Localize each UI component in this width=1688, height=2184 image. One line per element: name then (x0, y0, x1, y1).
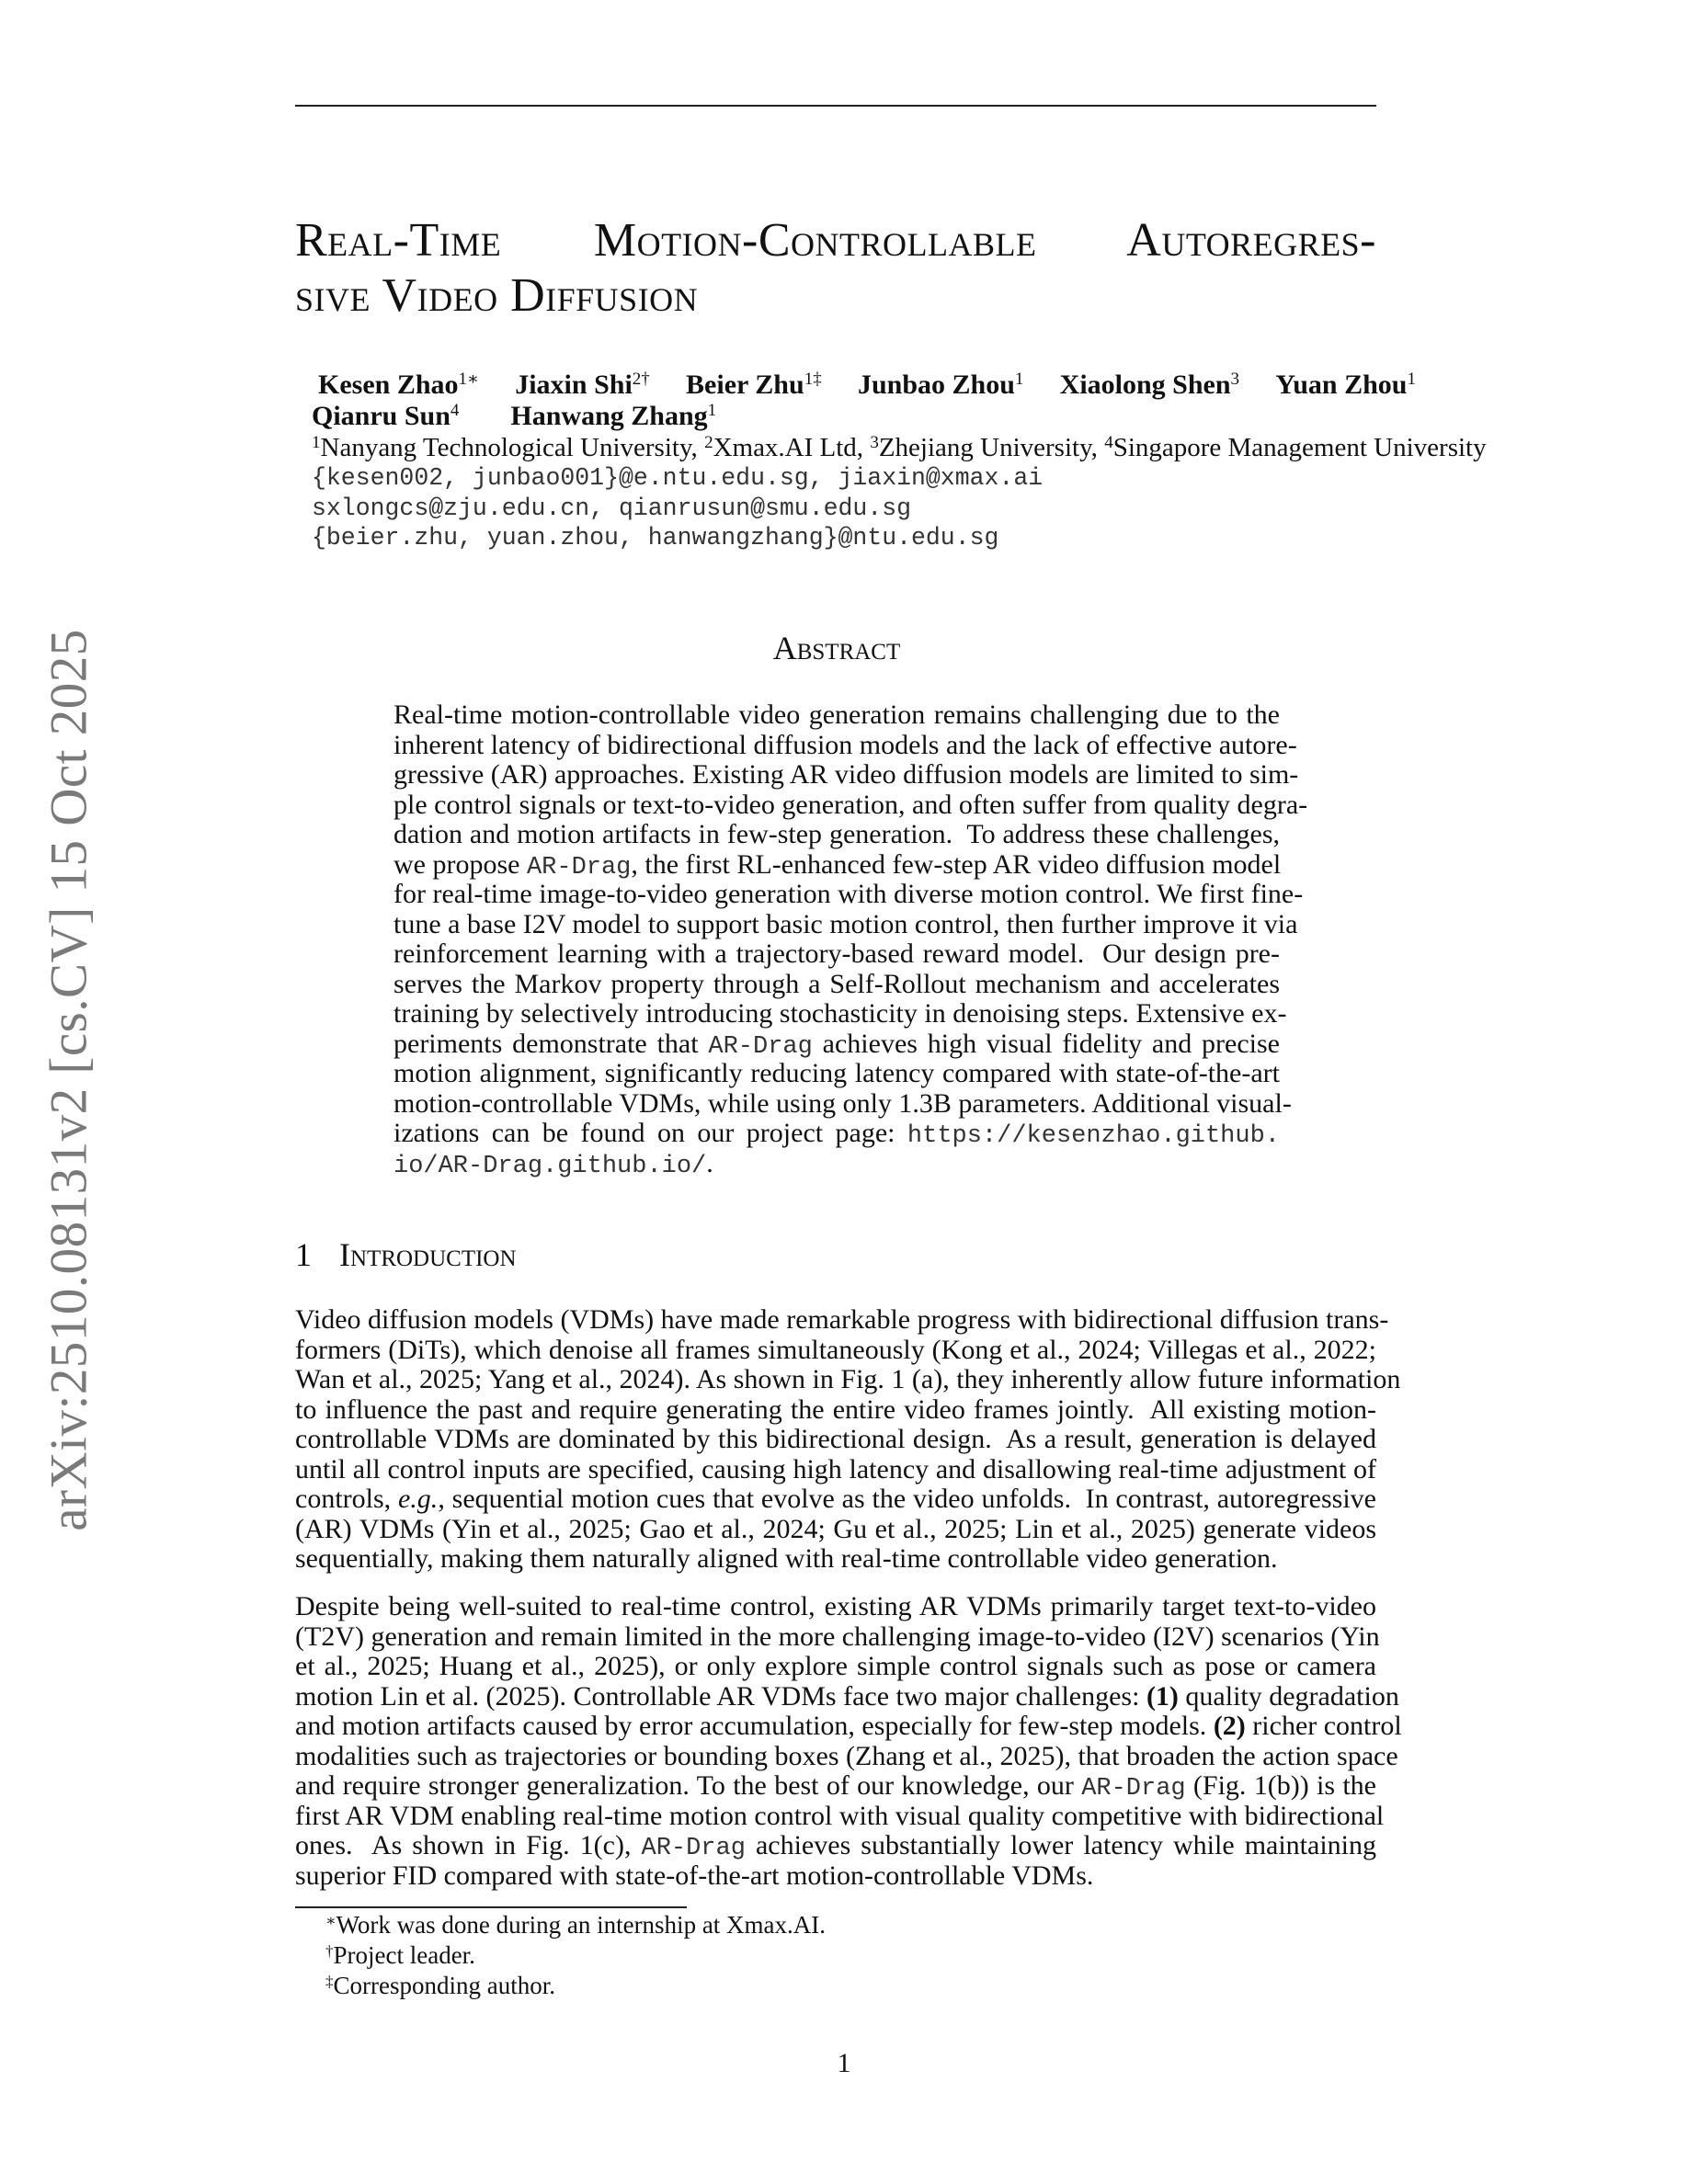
text-span: first AR VDM enabling real-time motion control with visual quality competitive with bidirectional (295, 1800, 1385, 1831)
author-affiliation-mark: 2† (632, 370, 650, 389)
footnotes (325, 1910, 826, 2001)
text-line (295, 1425, 1376, 1455)
footnote-rule (295, 1906, 687, 1908)
text-span: richer control (1245, 1711, 1402, 1741)
italic-text: e.g. (397, 1484, 439, 1514)
text-span: formers (DiTs), which denoise all frames simultaneously (Kong et al., 2024; Villegas et al., 2022; (295, 1334, 1376, 1365)
text-span: sequentially, making them naturally aligned with real-time controllable video generation. (295, 1543, 1278, 1574)
affiliation-name: Zhejiang University, (878, 433, 1105, 462)
author-name: Qianru Sun$^4$ (312, 401, 460, 431)
text-span: achieves high visual fidelity and precise (812, 1028, 1280, 1059)
text-span: controllable VDMs are dominated by this bidirectional design. As a result, generation is delayed (295, 1424, 1376, 1454)
text-line (393, 970, 1280, 1000)
text-span: motion-controllable VDMs, while using only 1.3B parameters. Additional visual- (393, 1087, 1292, 1119)
text-span: and motion artifacts caused by error accumulation, especially for few-step models. (295, 1711, 1214, 1741)
author-affiliation-mark: 1 (707, 401, 717, 420)
text-line (393, 939, 1280, 970)
email-line: sxlongcs@zju.edu.cn, qianrusun@smu.edu.sg (312, 495, 912, 522)
bold-text: (1) (1146, 1680, 1179, 1712)
text-line (295, 1621, 1380, 1653)
text-line (393, 1059, 1280, 1089)
author-list (312, 401, 768, 431)
author-affiliation-mark: 1 (1014, 370, 1024, 389)
title-line: sive Video Diffusion (295, 269, 699, 322)
text-span: gressive (AR) approaches. Existing AR video diffusion models are limited to sim- (393, 759, 1299, 790)
text-span: dation and motion artifacts in few-step generation. To address these challenges, (393, 819, 1280, 849)
text-line (393, 700, 1280, 731)
affiliation-name: Xmax.AI Ltd, (713, 433, 871, 462)
text-span: controls, (295, 1484, 398, 1514)
text-line (393, 789, 1308, 821)
email-line: {beier.zhu, yuan.zhou, hanwangzhang}@ntu.edu.sg (312, 524, 999, 552)
text-line (295, 1652, 1376, 1682)
text-span: . (706, 1147, 713, 1178)
footnote-mark: ∗ (325, 1912, 336, 1929)
affiliation-mark: 1 (312, 433, 321, 452)
text-span: quality degradation (1178, 1680, 1399, 1712)
affiliation-mark: 2 (704, 433, 713, 452)
text-span: tune a base I2V model to support basic motion control, then further improve it via (393, 908, 1298, 939)
text-span: reinforcement learning with a trajectory-based reward model. Our design pre- (393, 938, 1280, 969)
text-line (393, 908, 1298, 940)
text-line (295, 1304, 1389, 1336)
text-span: (Fig. 1(b)) is the (1185, 1770, 1376, 1801)
text-span: training by selectively introducing stochasticity in denoising steps. Extensive ex- (393, 998, 1287, 1029)
author-name: Hanwang Zhang$^1$ (510, 401, 717, 431)
text-line (295, 1861, 1376, 1892)
intro-paragraph (295, 1304, 1401, 1575)
text-line (393, 998, 1287, 1029)
text-line (295, 1395, 1376, 1426)
affiliation-mark: 3 (870, 433, 879, 452)
abstract-body (393, 700, 1308, 1180)
text-line (393, 850, 1280, 881)
author-affiliation-mark: 1∗ (458, 370, 479, 389)
text-span: periments demonstrate that (393, 1028, 709, 1059)
page-number: 1 (837, 2048, 851, 2078)
text-span: superior FID compared with state-of-the-art motion-controllable VDMs. (295, 1860, 1094, 1891)
affiliation-name: Nanyang Technological University, (320, 433, 705, 462)
text-line (393, 1087, 1292, 1120)
title-line: Real-Time Motion-Controllable Autoregres- (295, 214, 1376, 267)
text-line (393, 729, 1297, 761)
text-span: motion alignment, significantly reducing latency compared with state-of-the-art (393, 1058, 1280, 1088)
text-span: achieves substantially lower latency while maintaining (745, 1830, 1377, 1860)
text-span: Video diffusion models (VDMs) have made remarkable progress with bidirectional diffusion trans- (295, 1304, 1389, 1335)
text-line (295, 1515, 1376, 1545)
paper-title (295, 213, 1376, 324)
author-list (318, 370, 1416, 400)
abstract-heading: Abstract (772, 630, 901, 666)
footnote (325, 1910, 826, 1940)
text-span: (T2V) generation and remain limited in the more challenging image-to-video (I2V) scenarios (Yin (295, 1621, 1380, 1652)
author-name: Yuan Zhou$^1$ (1275, 370, 1416, 400)
text-line (393, 820, 1280, 850)
author-affiliation-mark: 1‡ (804, 370, 822, 389)
text-line (295, 1592, 1376, 1622)
text-line (393, 1149, 1280, 1179)
code-text: AR-Drag (708, 1032, 813, 1061)
text-span: inherent latency of bidirectional diffusion models and the lack of effective autore- (393, 729, 1297, 760)
text-line (393, 759, 1299, 791)
text-line (295, 1800, 1385, 1832)
affiliation-mark: 4 (1104, 433, 1113, 452)
text-line (295, 1364, 1401, 1395)
code-text: io/AR-Drag.github.io/ (393, 1152, 707, 1180)
header-rule (295, 105, 1376, 107)
text-line (295, 1544, 1376, 1575)
text-span: serves the Markov property through a Self-Rollout mechanism and accelerates (393, 968, 1280, 999)
text-span: Despite being well-suited to real-time control, existing AR VDMs primarily target text-to-video (295, 1591, 1376, 1621)
author-affiliation-mark: 3 (1230, 370, 1240, 389)
text-span: izations can be found on our project page: (393, 1118, 907, 1148)
text-span: we propose (393, 848, 527, 880)
author-affiliation-mark: 1 (1407, 370, 1416, 389)
footnote (325, 1940, 826, 1971)
text-span: and require stronger generalization. To the best of our knowledge, our (295, 1770, 1082, 1801)
text-line (295, 1680, 1399, 1712)
author-name: Xiaolong Shen$^3$ (1059, 370, 1240, 400)
text-span: Real-time motion-controllable video generation remains challenging due to the (393, 700, 1280, 730)
footnote (325, 1971, 826, 2001)
footnote-text: Work was done during an internship at Xmax.AI. (336, 1911, 827, 1939)
text-span: to influence the past and require generating the entire video frames jointly. All existing motion- (295, 1393, 1376, 1425)
text-span: for real-time image-to-video generation with diverse motion control. We first fine- (393, 879, 1304, 909)
email-line: {kesen002, junbao001}@e.ntu.edu.sg, jiaxin@xmax.ai (312, 464, 1044, 492)
code-text: AR-Drag (1081, 1775, 1186, 1803)
text-line (295, 1711, 1402, 1742)
author-name: Kesen Zhao$^{1∗}$ (318, 370, 479, 400)
text-span: ones. As shown in Fig. 1(c), (295, 1830, 642, 1860)
text-span: et al., 2025; Huang et al., 2025), or only explore simple control signals such as pose or camera (295, 1651, 1376, 1681)
text-span: , the first RL-enhanced few-step AR video diffusion model (631, 848, 1282, 880)
arxiv-identifier: arXiv:2510.08131v2 [cs.CV] 15 Oct 2025 (40, 629, 98, 1531)
footnote-text: Project leader. (333, 1941, 475, 1969)
text-span: (AR) VDMs (Yin et al., 2025; Gao et al., 2024; Gu et al., 2025; Lin et al., 2025) generate videos (295, 1513, 1376, 1544)
section-title: Introduction (339, 1236, 517, 1273)
text-span: modalities such as trajectories or bounding boxes (Zhang et al., 2025), that broaden the action space (295, 1740, 1398, 1771)
text-line (295, 1771, 1376, 1802)
code-text: AR-Drag (641, 1835, 746, 1862)
text-line (393, 1029, 1280, 1060)
text-span: Wan et al., 2025; Yang et al., 2024). As shown in Fig. 1 (a), they inherently allow future information (295, 1364, 1401, 1394)
text-span: motion Lin et al. (2025). Controllable AR VDMs face two major challenges: (295, 1680, 1146, 1712)
footnote-mark: ‡ (325, 1973, 334, 1990)
text-span: , sequential motion cues that evolve as the video unfolds. In contrast, autoregressive (438, 1484, 1376, 1514)
affiliation-name: Singapore Management University (1112, 433, 1487, 462)
text-line (393, 1119, 1280, 1149)
section-number: 1 (295, 1236, 312, 1273)
bold-text: (2) (1213, 1711, 1246, 1741)
author-affiliation-mark: 4 (450, 401, 460, 420)
text-line (295, 1740, 1398, 1772)
footnote-mark: † (325, 1942, 334, 1960)
code-text: AR-Drag (526, 853, 632, 882)
affiliations (312, 433, 1487, 463)
author-name: Junbao Zhou$^1$ (857, 370, 1024, 400)
author-name: Jiaxin Shi$^{2\dagger}$ (515, 370, 650, 400)
text-line (393, 879, 1304, 910)
footnote-text: Corresponding author. (333, 1972, 555, 1999)
text-line (295, 1831, 1376, 1861)
text-line (295, 1484, 1376, 1515)
code-text: https://kesenzhao.github. (907, 1122, 1280, 1150)
intro-paragraph (295, 1591, 1402, 1891)
section-heading (295, 1236, 517, 1273)
text-line (295, 1336, 1376, 1366)
text-span: until all control inputs are specified, causing high latency and disallowing real-time adjustment of (295, 1453, 1376, 1484)
text-line (295, 1455, 1376, 1485)
text-span: ple control signals or text-to-video generation, and often suffer from quality degra- (393, 789, 1308, 820)
author-name: Beier Zhu$^{1\ddagger}$ (686, 370, 822, 400)
